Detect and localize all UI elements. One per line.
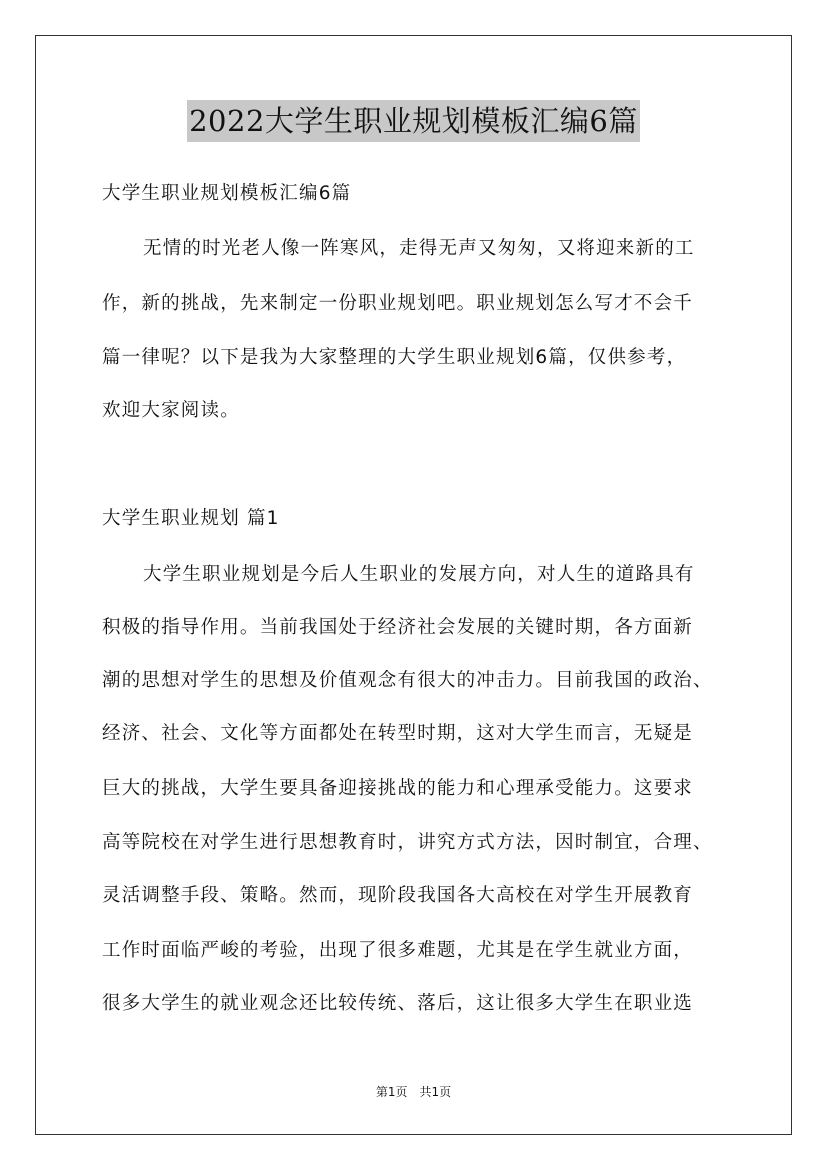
document-title: 2022大学生职业规划模板汇编6篇 — [187, 100, 640, 142]
document-subtitle: 大学生职业规划模板汇编6篇 — [102, 183, 352, 204]
section-line: 灵活调整手段、策略。然而，现阶段我国各大高校在对学生开展教育 — [102, 885, 694, 906]
intro-line: 篇一律呢？以下是我为大家整理的大学生职业规划6篇，仅供参考， — [102, 347, 687, 368]
section-line: 工作时面临严峻的考验，出现了很多难题，尤其是在学生就业方面， — [102, 940, 694, 961]
title-container — [0, 100, 827, 142]
intro-line: 作，新的挑战，先来制定一份职业规划吧。职业规划怎么写才不会千 — [102, 293, 694, 314]
page-footer: 第1页 共1页 — [375, 1085, 452, 1099]
section-line: 经济、社会、文化等方面都处在转型时期，这对大学生而言，无疑是 — [102, 723, 694, 744]
section-line: 潮的思想对学生的思想及价值观念有很大的冲击力。目前我国的政治、 — [102, 670, 713, 691]
section-heading: 大学生职业规划 篇1 — [102, 508, 280, 529]
section-line: 积极的指导作用。当前我国处于经济社会发展的关键时期，各方面新 — [102, 617, 694, 638]
intro-line: 无情的时光老人像一阵寒风，走得无声又匆匆，又将迎来新的工 — [143, 238, 695, 259]
section-line: 很多大学生的就业观念还比较传统、落后，这让很多大学生在职业选 — [102, 993, 694, 1014]
section-line: 大学生职业规划是今后人生职业的发展方向，对人生的道路具有 — [143, 564, 695, 585]
section-line: 巨大的挑战，大学生要具备迎接挑战的能力和心理承受能力。这要求 — [102, 778, 694, 799]
section-line: 高等院校在对学生进行思想教育时，讲究方式方法，因时制宜，合理、 — [102, 832, 713, 853]
intro-line: 欢迎大家阅读。 — [102, 400, 240, 421]
